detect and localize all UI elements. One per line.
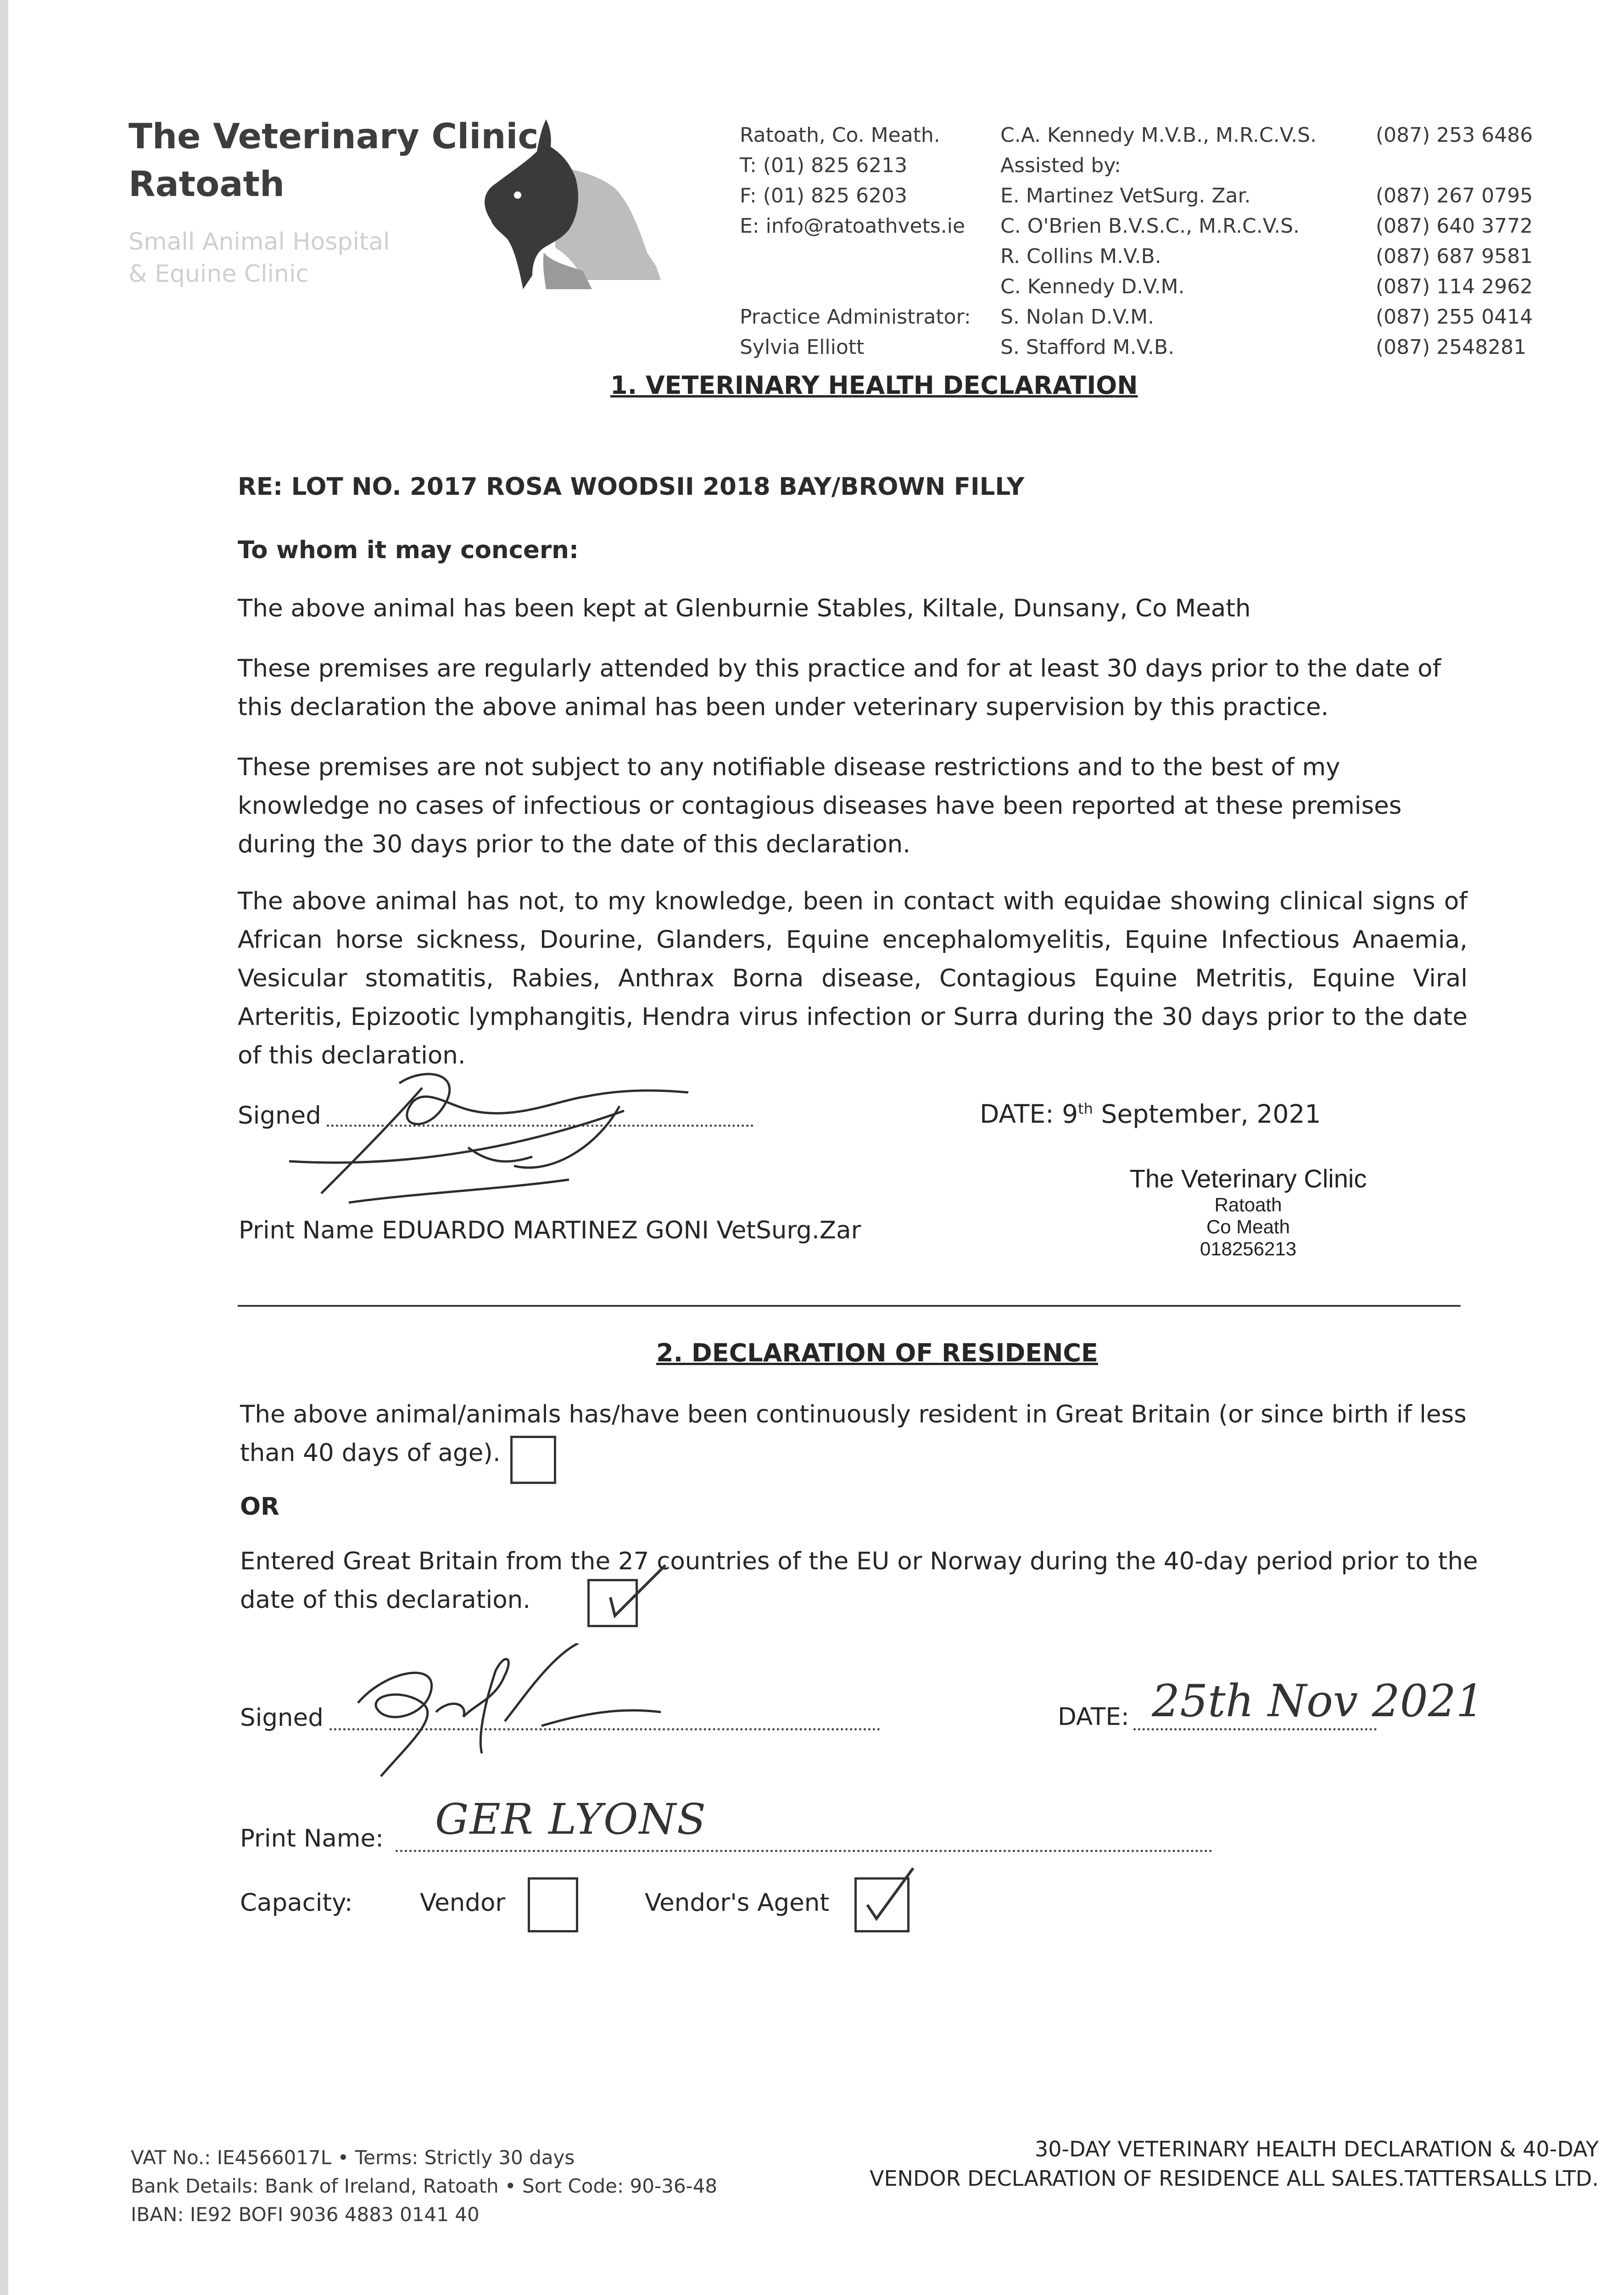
phone-item: (087) 687 9581 (1376, 245, 1533, 268)
horse-logo-icon (463, 115, 698, 289)
resident-paragraph: The above animal/animals has/have been continuously resident in Great Britain (or since birth if less than 40 days of age). (240, 1400, 1467, 1467)
section-divider (238, 1305, 1461, 1307)
address-line: T: (01) 825 6213 (740, 154, 908, 177)
clinic-name-line1: The Veterinary Clinic (128, 116, 539, 157)
phone-item: (087) 114 2962 (1376, 275, 1533, 298)
vet-item: R. Collins M.V.B. (1000, 245, 1161, 268)
entered-paragraph: Entered Great Britain from the 27 countries of the EU or Norway during the 40-day period prior to the date of this declaration. (240, 1547, 1478, 1614)
section2-heading: 2. DECLARATION OF RESIDENCE (656, 1338, 1098, 1367)
print-name-line (396, 1850, 1212, 1852)
handwritten-date: 25th Nov 2021 (1152, 1675, 1484, 1727)
phone-item: (087) 640 3772 (1376, 214, 1533, 238)
stamp-line: The Veterinary Clinic (1129, 1164, 1367, 1193)
administrator-name: Sylvia Elliott (740, 336, 865, 359)
signed-label: Signed (238, 1102, 321, 1130)
entered-checkmark-icon (597, 1561, 670, 1625)
clinic-subtitle-line2: & Equine Clinic (128, 260, 309, 288)
stamp-line: Co Meath (1206, 1216, 1290, 1237)
footer-bank-details (131, 2144, 717, 2229)
footer-document-title (870, 2134, 1599, 2193)
stamp-line: 018256213 (1200, 1238, 1297, 1259)
address-line: F: (01) 825 6203 (740, 184, 907, 207)
print-name-vet: Print Name EDUARDO MARTINEZ GONI VetSurg.Zar (239, 1216, 861, 1244)
print-name-label: Print Name: (240, 1825, 384, 1853)
capacity-label: Capacity: (240, 1889, 353, 1917)
signature-vet (275, 1056, 711, 1212)
footer-title-line2: VENDOR DECLARATION OF RESIDENCE ALL SALES.TATTERSALLS LTD. (870, 2166, 1599, 2191)
address-line: Ratoath, Co. Meath. (740, 123, 940, 147)
scan-edge (0, 0, 8, 2295)
phone-item: (087) 253 6486 (1376, 123, 1533, 147)
handwritten-print-name: GER LYONS (435, 1795, 707, 1844)
phone-list (1376, 120, 1533, 363)
or-label: OR (240, 1493, 279, 1521)
section1-date: DATE: 9th September, 2021 (980, 1099, 1321, 1129)
date-line-2 (1133, 1728, 1377, 1730)
vet-item: E. Martinez VetSurg. Zar. (1000, 184, 1251, 207)
phone-item: (087) 267 0795 (1376, 184, 1533, 207)
section1-heading: 1. VETERINARY HEALTH DECLARATION (610, 371, 1138, 400)
resident-checkbox[interactable] (510, 1436, 556, 1484)
vet-item: S. Nolan D.V.M. (1000, 305, 1155, 329)
vet-item: S. Stafford M.V.B. (1000, 336, 1175, 359)
lot-reference: RE: LOT NO. 2017 ROSA WOODSII 2018 BAY/BROWN FILLY (238, 473, 1025, 501)
footer-title-line1: 30-DAY VETERINARY HEALTH DECLARATION & 40-DAY (1035, 2137, 1599, 2161)
clinic-address (740, 120, 971, 363)
vet-item: C. O'Brien B.V.S.C., M.R.C.V.S. (1000, 214, 1300, 238)
clinic-subtitle (128, 226, 390, 290)
address-line: E: info@ratoathvets.ie (740, 214, 965, 238)
signature-agent (330, 1643, 679, 1781)
premises-paragraph: The above animal has been kept at Glenburnie Stables, Kiltale, Dunsany, Co Meath (238, 594, 1251, 622)
vendor-label: Vendor (420, 1889, 506, 1917)
vet-item: C.A. Kennedy M.V.B., M.R.C.V.S. (1000, 123, 1317, 147)
vendor-checkbox[interactable] (528, 1877, 578, 1932)
phone-item: (087) 2548281 (1376, 336, 1527, 359)
vet-item: C. Kennedy D.V.M. (1000, 275, 1185, 298)
vendor-agent-checkmark-icon (858, 1864, 922, 1928)
signed-label-2: Signed (240, 1704, 324, 1732)
salutation: To whom it may concern: (238, 536, 579, 564)
footer-vat: VAT No.: IE4566017L • Terms: Strictly 30 days (131, 2146, 575, 2169)
vendor-agent-label: Vendor's Agent (645, 1889, 830, 1917)
stamp-line: Ratoath (1214, 1194, 1282, 1215)
footer-bank: Bank Details: Bank of Ireland, Ratoath • Sort Code: 90-36-48 (131, 2175, 718, 2197)
disease-restriction-paragraph: These premises are not subject to any notifiable disease restrictions and to the best of my knowledge no cases of infectious or contagious diseases have been reported at these premises during the 30 days prior to the date of this declaration. (238, 753, 1402, 858)
clinic-stamp (1120, 1164, 1377, 1260)
date-label-2: DATE: (1058, 1703, 1129, 1731)
vet-list (1000, 120, 1317, 363)
footer-iban: IBAN: IE92 BOFI 9036 4883 0141 40 (131, 2203, 480, 2226)
clinic-name-line2: Ratoath (128, 163, 285, 204)
administrator-label: Practice Administrator: (740, 305, 971, 329)
supervision-paragraph: These premises are regularly attended by this practice and for at least 30 days prior to the date of this declaration the above animal has been under veterinary supervision by this practice. (238, 655, 1441, 721)
clinic-subtitle-line1: Small Animal Hospital (128, 228, 390, 256)
phone-item: (087) 255 0414 (1376, 305, 1533, 329)
contact-paragraph: The above animal has not, to my knowledge, been in contact with equidae showing clinical signs of African horse sickness, Dourine, Glanders, Equine encephalomyelitis, Equine Infectious Anaemia, Vesicular stomatitis, Rabies, Anthrax Borna disease, Contagious Equine Metritis, Equine Viral Arteritis, Epizootic lymphangitis, Hendra virus infection or Surra during the 30 days prior to the date of this declaration. (238, 887, 1468, 1069)
vet-item: Assisted by: (1000, 154, 1121, 177)
